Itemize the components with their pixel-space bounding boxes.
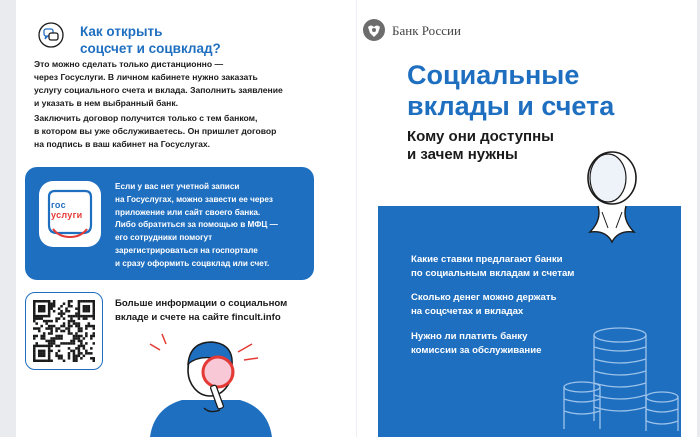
fold-divider [356,0,357,437]
bank-russia-emblem-icon [362,18,386,42]
spinning-coin-illustration [572,150,652,246]
question-fees: Нужно ли платить банку комиссии за обслуживание [411,331,542,356]
qr-code[interactable] [25,292,103,370]
gosuslugi-logo-top-text: гос [51,200,66,210]
main-title: Социальные вклады и счета [407,60,615,121]
subtitle: Кому они доступны и зачем нужны [407,128,554,163]
more-info-text [115,297,325,325]
fincult-link[interactable]: fincult.info [231,312,281,323]
instruction-paragraph-2: Заключить договор получится только с тем банком, в котором вы уже обслуживаетесь. Он пришлет договор на подпись в ваш кабинет на Госуслугах. [34,113,277,149]
magnifier-person-illustration [140,330,290,437]
bank-name: Банк России [392,23,461,38]
coin-stack-illustration [560,325,680,437]
instruction-paragraph-1: Это можно сделать только дистанционно — через Госуслуги. В личном кабинете нужно заказать услугу социального счета и вклада. Заполнить заявление и указать в нем выбранный банк. [34,59,283,108]
more-info-label: Больше информации о социальном вкладе и счете на сайте [115,298,288,323]
gosuslugi-info-box [25,167,314,280]
gosuslugi-logo [39,181,101,247]
chat-bubbles-icon [38,22,64,48]
gosuslugi-logo-bottom-text: услуги [51,210,83,220]
question-rates: Какие ставки предлагают банки по социальным вкладам и счетам [411,254,575,279]
gosuslugi-info-text: Если у вас нет учетной записи на Госуслугах, можно завести ее через приложение или сайт своего банка. Либо обратиться за помощью в МФЦ — его сотрудники помогут зарегистрироваться на госпортале и сразу оформить соцвклад или счет. [115,182,278,268]
question-limits: Сколько денег можно держать на соцсчетах и вкладах [411,292,557,317]
how-to-open-heading: Как открыть соцсчет и соцвклад? [80,24,221,56]
